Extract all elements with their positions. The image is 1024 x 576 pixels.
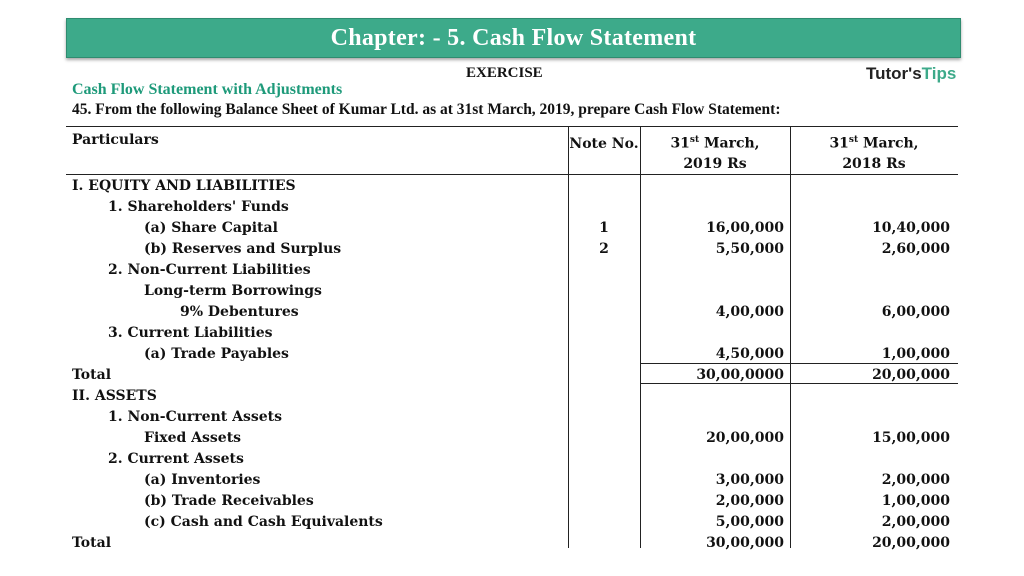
table-row-note: 2 <box>599 241 609 257</box>
header-2019 <box>640 130 790 174</box>
table-row-label: 1. Non-Current Assets <box>108 409 282 425</box>
chapter-banner <box>66 18 961 58</box>
table-row-label: 2. Current Assets <box>108 451 244 467</box>
table-row-value-2019: 2,00,000 <box>715 493 784 509</box>
table-row-value-2018: 6,00,000 <box>881 304 950 320</box>
logo-part-1: Tutor's <box>866 64 922 83</box>
table-row-value-2018: 2,00,000 <box>881 472 950 488</box>
table-row-label: Fixed Assets <box>144 430 242 446</box>
table-row-value-2018: 2,00,000 <box>881 514 950 530</box>
header-bottom-rule <box>66 174 958 175</box>
balance-sheet-table <box>66 126 958 551</box>
table-row-label: II. ASSETS <box>72 388 157 404</box>
col-divider-note <box>568 126 569 548</box>
table-row-label: (a) Inventories <box>144 472 261 488</box>
table-row-value-2019: 3,00,000 <box>715 472 784 488</box>
header-2018-sup: st <box>848 135 859 145</box>
table-row-label: 3. Current Liabilities <box>108 325 273 341</box>
header-particulars: Particulars <box>72 132 159 148</box>
table-row-value-2018: 20,00,000 <box>872 535 950 551</box>
table-row-note: 1 <box>599 220 609 236</box>
table-row-value-2018: 15,00,000 <box>872 430 950 446</box>
table-row-value-2019: 16,00,000 <box>706 220 784 236</box>
table-row-value-2019: 5,50,000 <box>715 241 784 257</box>
table-row-value-2018: 1,00,000 <box>881 346 950 362</box>
table-row-label: (b) Reserves and Surplus <box>144 241 342 257</box>
header-2019-day: 31 <box>670 135 690 152</box>
header-2019-sup: st <box>689 135 700 145</box>
table-row-value-2019: 30,00,000 <box>706 535 784 551</box>
table-row-value-2018: 20,00,000 <box>872 367 950 383</box>
table-row-label: Total <box>72 535 112 551</box>
table-row-label: (a) Trade Payables <box>144 346 289 362</box>
table-row-label: 2. Non-Current Liabilities <box>108 262 311 278</box>
table-row-label: Total <box>72 367 112 383</box>
table-top-rule <box>66 126 958 127</box>
header-2018-month: March, <box>858 135 919 152</box>
header-2019-month: March, <box>699 135 760 152</box>
table-row-value-2019: 5,00,000 <box>715 514 784 530</box>
question-text: 45. From the following Balance Sheet of Kumar Ltd. as at 31st March, 2019, prepare Cash Flow Statement: <box>72 101 781 118</box>
table-row-value-2019: 30,00,0000 <box>696 367 784 383</box>
table-row-value-2018: 2,60,000 <box>881 241 950 257</box>
section-subtitle: Cash Flow Statement with Adjustments <box>72 81 343 98</box>
header-2018 <box>790 130 958 174</box>
table-row-label: I. EQUITY AND LIABILITIES <box>72 178 296 194</box>
table-row-value-2019: 4,00,000 <box>715 304 784 320</box>
header-note-no: Note No. <box>569 136 639 152</box>
exercise-heading: EXERCISE <box>466 65 543 81</box>
tutors-tips-logo <box>866 64 956 84</box>
table-row-label: (b) Trade Receivables <box>144 493 314 509</box>
table-row-label: (c) Cash and Cash Equivalents <box>144 514 383 530</box>
table-row-label: (a) Share Capital <box>144 220 278 236</box>
table-row-value-2018: 1,00,000 <box>881 493 950 509</box>
table-row-value-2019: 4,50,000 <box>715 346 784 362</box>
logo-part-2: Tips <box>921 64 957 83</box>
table-row-label: Long-term Borrowings <box>144 283 322 299</box>
table-row-value-2019: 20,00,000 <box>706 430 784 446</box>
table-row-label: 1. Shareholders' Funds <box>108 199 289 215</box>
header-2019-year: 2019 Rs <box>683 155 747 172</box>
header-2018-year: 2018 Rs <box>842 155 906 172</box>
chapter-title: Chapter: - 5. Cash Flow Statement <box>330 24 697 51</box>
header-2018-day: 31 <box>829 135 849 152</box>
table-row-value-2018: 10,40,000 <box>872 220 950 236</box>
table-row-label: 9% Debentures <box>180 304 299 320</box>
